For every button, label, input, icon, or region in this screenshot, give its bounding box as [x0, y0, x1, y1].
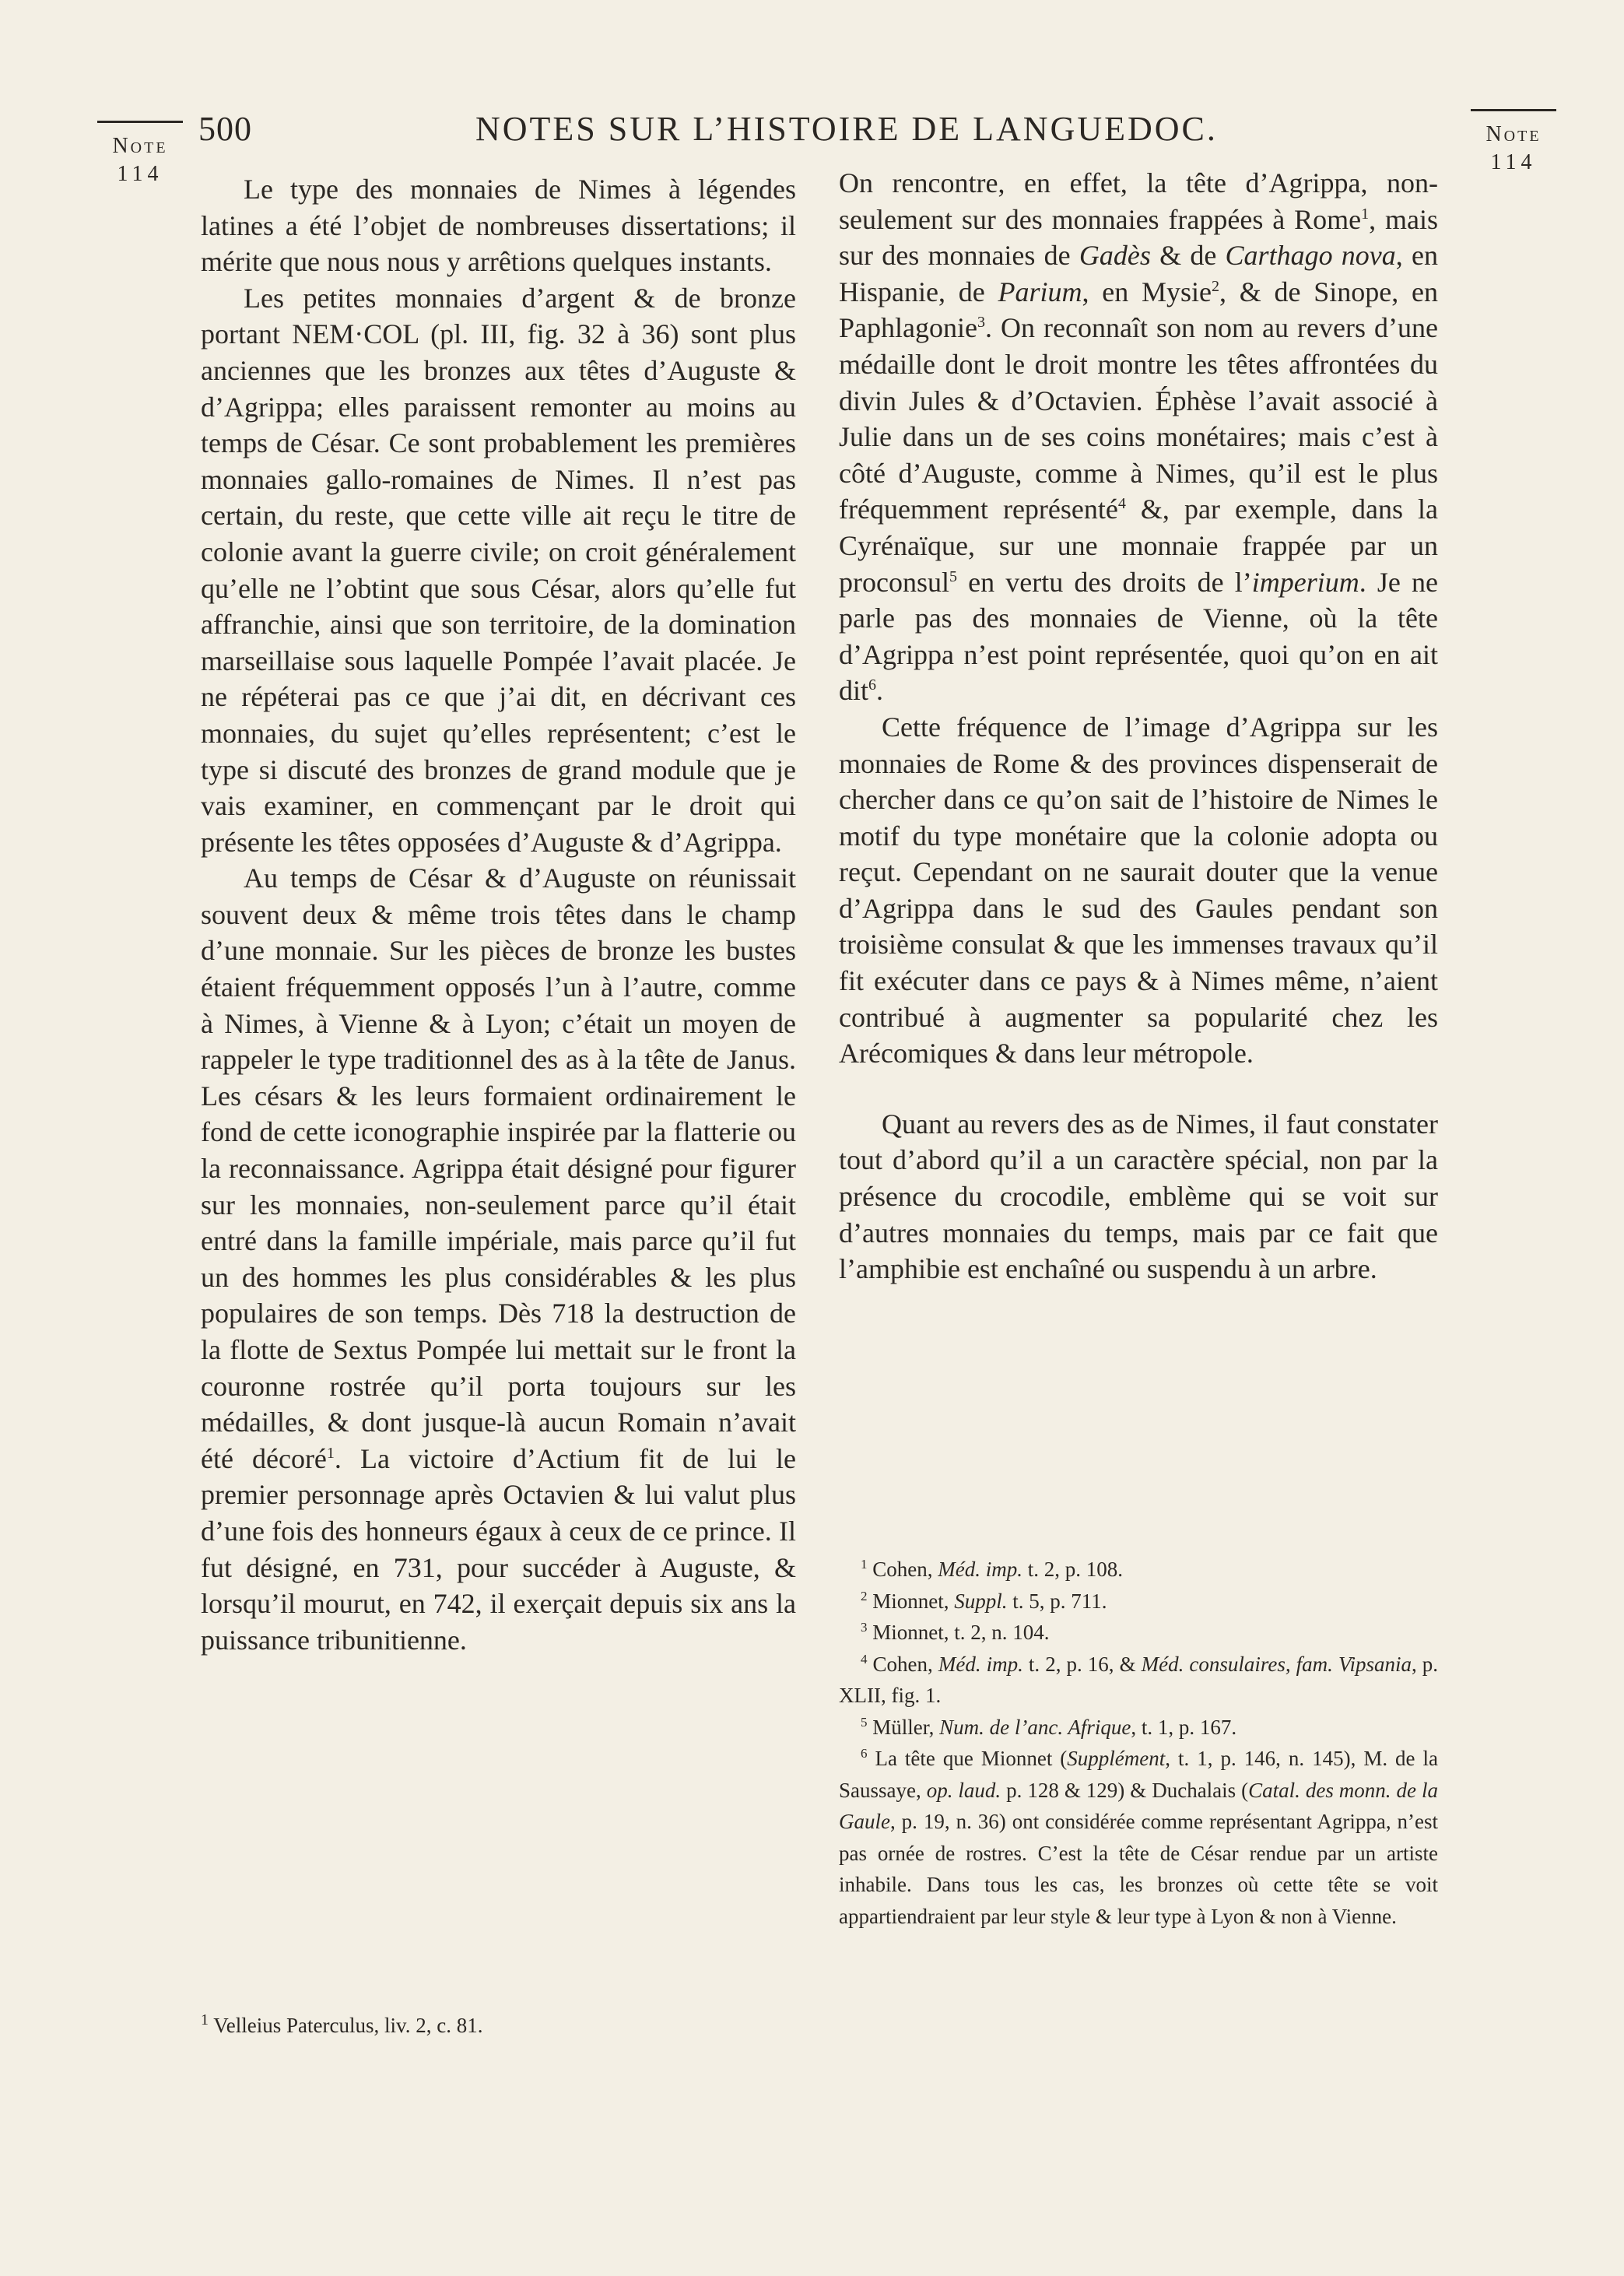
text-run: Mionnet, t. 2, n. 104.	[872, 1621, 1050, 1644]
text-run: La tête que Mionnet (	[875, 1747, 1068, 1770]
italic-run: Méd. imp.	[938, 1652, 1023, 1676]
italic-run: Gadès	[1079, 240, 1151, 272]
margin-note-right	[1471, 109, 1556, 175]
italic-run: Supplément	[1067, 1747, 1166, 1770]
paragraph	[839, 165, 1438, 709]
italic-run: Suppl.	[954, 1589, 1008, 1613]
margin-note-number: 114	[117, 162, 163, 186]
text-run: , & de Sinope, en Paphlagonie	[839, 276, 1439, 344]
paragraph: Cette fréquence de l’image d’Agrippa sur les monnaies de Rome & des provinces dispenserait de chercher dans ce qu’on sait de l’histoire de Nimes le motif du type monétaire que la colonie adopta ou reçut. Cependant on ne saurait douter que la venue d’Agrippa dans le sud des Gaules pendant son troisième consulat & que les immenses travaux qu’il fit exécuter dans ce pays & à Nimes même, n’aient contribué à augmenter sa popularité chez les Arécomiques & dans leur métropole.	[839, 711, 1438, 1070]
footnote-ref: 1	[1361, 205, 1370, 223]
text-run: p. 128 & 129) & Duchalais (	[1001, 1778, 1249, 1802]
paragraph: Quant au revers des as de Nimes, il faut constater tout d’abord qu’il a un caractère spécial, non par la présence du crocodile, emblème qui se voit sur d’autres monnaies du temps, mais par ce fait que l’amphibie est enchaîné ou suspendu à un arbre.	[839, 1108, 1438, 1285]
italic-run: Carthago nova	[1225, 240, 1396, 272]
footnote	[839, 1617, 1438, 1649]
margin-note-label: Note	[1485, 122, 1542, 146]
text-run: .	[876, 675, 884, 707]
footnote	[839, 1743, 1438, 1932]
text-run: t. 2, p. 108.	[1022, 1558, 1123, 1581]
italic-run: Parium	[998, 276, 1082, 307]
text-run: On rencontre, en effet, la tête d’Agrippa, non-seulement sur des monnaies frappées à Rome	[839, 167, 1438, 235]
margin-note-label: Note	[112, 134, 168, 158]
italic-run: imperium	[1251, 566, 1359, 598]
text-run: en vertu des droits de l’	[956, 566, 1252, 598]
footnote-mark: 5	[861, 1714, 868, 1730]
footnote-mark: 2	[861, 1588, 868, 1603]
page-header	[198, 109, 1303, 156]
footnote	[839, 1586, 1438, 1617]
footnote-ref: 6	[868, 676, 877, 694]
footnote-mark: 1	[861, 1557, 868, 1572]
text-run: . Je ne parle pas des monnaies de Vienne, où la tête d’Agrippa n’est point représentée, quoi qu’on en ait dit	[839, 566, 1439, 707]
paragraph	[201, 860, 796, 1658]
margin-note-number: 114	[1490, 150, 1537, 174]
footnote-mark: 1	[201, 2011, 209, 2028]
text-run: , p. 19, n. 36) ont considérée comme représentant Agrippa, n’est pas ornée de rostres. C’est la tête de César rendue par un artiste inhabile. Dans tous les cas, les bronzes où cette tête se voit appartiendraient par leur style & leur type à Lyon & non à Vienne.	[839, 1810, 1438, 1928]
page-number: 500	[198, 110, 252, 148]
text-run: &, par exemple, dans la Cyrénaïque, sur une monnaie frappée par un proconsul	[839, 493, 1438, 598]
paragraph: Les petites monnaies d’argent & de bronze portant NEM·COL (pl. III, fig. 32 à 36) sont plus anciennes que les bronzes aux têtes d’Auguste & d’Agrippa; elles paraissent remonter au moins au temps de César. Ce sont probablement les premières monnaies gallo-romaines de Nimes. Il n’est pas certain, du reste, que cette ville ait reçu le titre de colonie avant la guerre civile; on croit généralement qu’elle ne l’obtint que sous César, alors qu’elle fut affranchie, ainsi que son territoire, de la domination marseillaise sous laquelle Pompée l’avait placée. Je ne répéterai pas ce que j’ai dit, en décrivant ces monnaies, du sujet qu’elles représentent; c’est le type si discuté des bronzes de grand module que je vais examiner, en commençant par le droit qui présente les têtes opposées d’Auguste & d’Agrippa.	[201, 282, 796, 858]
margin-rule	[97, 121, 183, 123]
italic-run: op. laud.	[926, 1778, 1001, 1802]
text-run: , en Mysie	[1082, 276, 1212, 307]
paragraph: Le type des monnaies de Nimes à légendes latines a été l’objet de nombreuses dissertations; il mérite que nous nous y arrêtions quelques instants.	[201, 174, 796, 278]
footnote-mark: 6	[861, 1746, 868, 1761]
left-footnote	[201, 2011, 796, 2040]
margin-rule	[1471, 109, 1556, 111]
text-run: t. 2, p. 16, &	[1022, 1652, 1142, 1676]
text-run: . On reconnaît son nom au revers d’une médaille dont le droit montre les têtes affrontées du divin Jules & d’Octavien. Éphèse l’avait associé à Julie dans un de ses coins monétaires; mais c’est à côté d’Auguste, comme à Nimes, qu’il est le plus fréquemment représenté	[839, 312, 1438, 525]
italic-run: Méd. consulaires, fam. Vipsania	[1141, 1652, 1412, 1676]
text-run: , t. 1, p. 146, n. 145), M. de la Saussaye,	[839, 1747, 1438, 1802]
text-run: , en Hispanie, de	[839, 240, 1438, 307]
italic-run: Num. de l’anc. Afrique	[939, 1715, 1131, 1739]
italic-run: Méd. imp.	[938, 1558, 1022, 1581]
text-run: Mionnet,	[872, 1589, 955, 1613]
text-run: , p. XLII, fig. 1.	[839, 1652, 1439, 1707]
text-run: & de	[1150, 240, 1226, 272]
footnote-ref: 5	[949, 567, 957, 585]
footnote-mark: 4	[861, 1651, 868, 1667]
text-run: , mais sur des monnaies de	[839, 203, 1438, 272]
footnote-ref: 2	[1212, 277, 1219, 295]
text-run: Müller,	[872, 1715, 940, 1739]
footnote-ref: 1	[326, 1444, 335, 1462]
footnote-mark: 3	[861, 1620, 868, 1635]
right-column	[839, 165, 1438, 1287]
footnote	[839, 1649, 1438, 1712]
footnote-ref: 4	[1117, 495, 1126, 513]
margin-note-left	[97, 121, 183, 187]
footnote-ref: 3	[977, 314, 985, 332]
text-run: Au temps de César & d’Auguste on réunissait souvent deux & même trois têtes dans le champ d’une monnaie. Sur les pièces de bronze les bustes étaient fréquemment opposés l’un à l’autre, comme à Nimes, à Vienne & à Lyon; c’était un moyen de rappeler le type traditionnel des as à la tête de Janus. Les césars & les leurs formaient ordinairement le fond de cette iconographie inspirée par la flatterie ou la reconnaissance. Agrippa était désigné pour figurer sur les monnaies, non-seulement parce qu’il était entré dans la famille impériale, mais parce qu’il fut un des hommes les plus considérables & les plus populaires de son temps. Dès 718 la destruction de la flotte de Sextus Pompée lui mettait sur le front la couronne rostrée qu’il porta toujours sur les médailles, & dont jusque-là aucun Romain n’avait été décoré	[201, 862, 796, 1474]
footnote	[839, 1712, 1438, 1744]
text-run: t. 5, p. 711.	[1007, 1589, 1107, 1613]
footnote	[839, 1554, 1438, 1586]
left-column	[201, 171, 796, 1658]
italic-run: Catal. des monn. de la Gaule	[839, 1778, 1438, 1833]
text-run: Cohen,	[872, 1558, 938, 1581]
footnote-text: Velleius Paterculus, liv. 2, c. 81.	[213, 2014, 483, 2037]
text-run: . La victoire d’Actium fit de lui le premier personnage après Octavien & lui valut plus d’une fois des honneurs égaux à ceux de ce prince. Il fut désigné, en 731, pour succéder à Auguste, & lorsqu’il mourut, en 742, il exerçait depuis six ans la puissance tribunitienne.	[201, 1442, 796, 1656]
text-run: Cohen,	[872, 1652, 938, 1676]
right-footnotes	[839, 1554, 1438, 1932]
text-run: , t. 1, p. 167.	[1131, 1715, 1237, 1739]
running-title: NOTES SUR L’HISTOIRE DE LANGUEDOC.	[475, 110, 1218, 148]
